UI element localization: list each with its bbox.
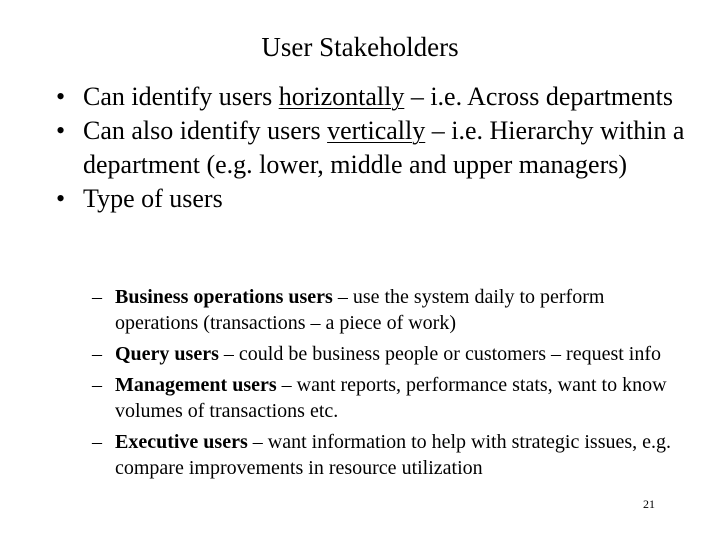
- bullet-marker: •: [56, 82, 66, 111]
- sub-bullet-text: – want reports, performance stats, want to know volumes of transactions etc.: [115, 374, 667, 422]
- bullet-marker: •: [56, 116, 66, 145]
- bullet-emphasis: vertically: [327, 116, 426, 145]
- sub-bullet-item: [92, 372, 692, 424]
- bullet-text: – i.e. Hierarchy within a department (e.g. lower, middle and upper managers): [83, 116, 685, 179]
- sub-bullet-term: Management users: [115, 374, 277, 396]
- bullet-item: [56, 114, 686, 182]
- sub-bullet-list: [92, 284, 692, 486]
- bullet-marker: •: [56, 184, 66, 213]
- sub-bullet-text: – could be business people or customers – request info: [218, 343, 662, 365]
- bullet-item: [56, 182, 686, 216]
- sub-bullet-marker: –: [92, 286, 102, 308]
- bullet-text: Can identify users: [83, 82, 279, 111]
- sub-bullet-marker: –: [92, 374, 102, 396]
- bullet-text: Can also identify users: [83, 116, 328, 145]
- sub-bullet-marker: –: [92, 343, 102, 365]
- bullet-text: Type of users: [83, 184, 223, 213]
- page-number: 21: [643, 497, 655, 511]
- sub-bullet-text: – use the system daily to perform operations (transactions – a piece of work): [115, 286, 605, 334]
- sub-bullet-item: [92, 341, 692, 367]
- slide-title: User Stakeholders: [261, 32, 459, 62]
- sub-bullet-term: Query users: [115, 343, 219, 365]
- bullet-emphasis: horizontally: [278, 82, 405, 111]
- sub-bullet-term: Executive users: [115, 431, 248, 453]
- sub-bullet-marker: –: [92, 431, 102, 453]
- bullet-item: [56, 80, 686, 114]
- sub-bullet-term: Business operations users: [115, 286, 333, 308]
- bullet-list: [56, 80, 686, 216]
- bullet-text: – i.e. Across departments: [404, 82, 673, 111]
- sub-bullet-item: [92, 284, 692, 336]
- sub-bullet-item: [92, 429, 692, 481]
- sub-bullet-text: – want information to help with strategic issues, e.g. compare improvements in resource utilization: [115, 431, 672, 479]
